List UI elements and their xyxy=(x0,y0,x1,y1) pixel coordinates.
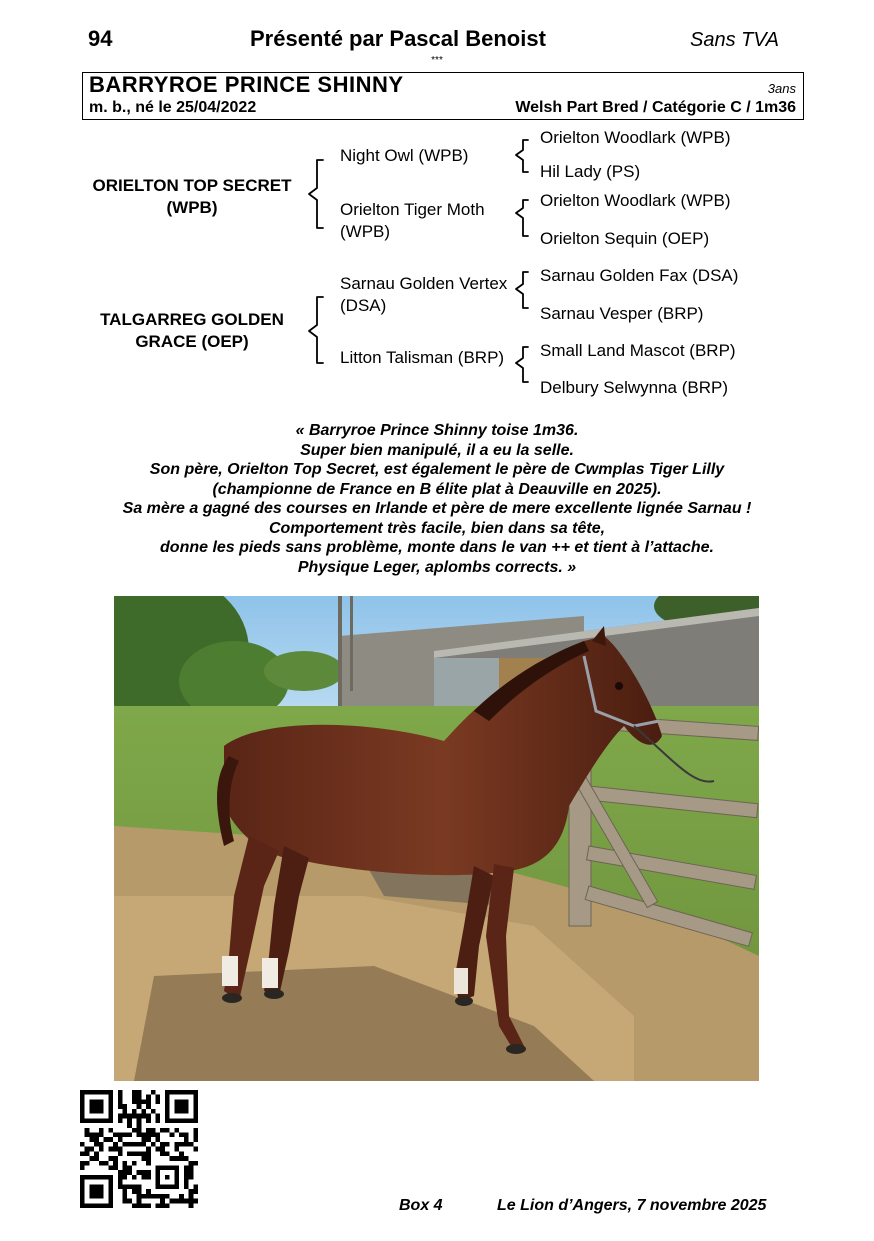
sire-dam-bracket xyxy=(516,200,528,236)
lot-number: 94 xyxy=(88,26,113,51)
horse-age: 3ans xyxy=(767,81,796,96)
description-line: Sa mère a gagné des courses en Irlande et père de mere excellente lignée Sarnau ! xyxy=(122,500,752,517)
pedigree-dam-sire-sire: Sarnau Golden Fax (DSA) xyxy=(540,266,739,285)
description-line: Physique Leger, aplombs corrects. » xyxy=(297,558,577,576)
horse-breed: Welsh Part Bred / Catégorie C / 1m36 xyxy=(515,99,796,116)
tax-status: Sans TVA xyxy=(690,29,779,51)
description-line: Comportement très facile, bien dans sa tête, xyxy=(268,519,606,537)
description-line: donne les pieds sans problème, monte dans le van ++ et tient à l’attache. xyxy=(160,539,714,556)
place-date: Le Lion d’Angers, 7 novembre 2025 xyxy=(497,1197,767,1214)
pedigree-dam: TALGARREG GOLDEN GRACE (OEP) xyxy=(100,310,284,351)
pedigree-sire-sire-sire: Orielton Woodlark (WPB) xyxy=(540,128,731,147)
horse-birth: m. b., né le 25/04/2022 xyxy=(89,99,257,116)
pedigree-dam-dam-dam: Delbury Selwynna (BRP) xyxy=(540,378,729,397)
pedigree-dam-dam: Litton Talisman (BRP) xyxy=(340,348,505,367)
pedigree-sire-sire: Night Owl (WPB) xyxy=(340,146,469,165)
description-line: (championne de France en B élite plat à Deauville en 2025). xyxy=(212,480,662,498)
dam-sire-bracket xyxy=(516,272,528,308)
description xyxy=(60,421,814,577)
description-line: « Barryroe Prince Shinny toise 1m36. xyxy=(295,422,579,439)
pedigree-sire-dam: Orielton Tiger Moth (WPB) xyxy=(340,200,485,241)
pedigree-sire: ORIELTON TOP SECRET (WPB) xyxy=(92,176,292,217)
dam-bracket xyxy=(309,297,323,363)
description-line: Super bien manipulé, il a eu la selle. xyxy=(300,441,574,459)
pedigree-sire-sire-dam: Hil Lady (PS) xyxy=(540,162,641,181)
separator: *** xyxy=(431,55,443,66)
pedigree-dam-sire-dam: Sarnau Vesper (BRP) xyxy=(540,304,704,323)
pedigree-sire-dam-sire: Orielton Woodlark (WPB) xyxy=(540,191,731,210)
presenter: Présenté par Pascal Benoist xyxy=(250,26,546,51)
pedigree-sire-dam-dam: Orielton Sequin (OEP) xyxy=(540,229,710,248)
horse-name: BARRYROE PRINCE SHINNY xyxy=(89,72,404,97)
pedigree-dam-sire: Sarnau Golden Vertex (DSA) xyxy=(340,274,508,315)
description-line: Son père, Orielton Top Secret, est également le père de Cwmplas Tiger Lilly xyxy=(149,461,725,478)
sire-bracket xyxy=(309,160,323,228)
dam-dam-bracket xyxy=(516,347,528,382)
qr-code[interactable] xyxy=(80,1090,198,1208)
pedigree-dam-dam-sire: Small Land Mascot (BRP) xyxy=(540,341,736,360)
box-number: Box 4 xyxy=(399,1197,443,1214)
horse-photo xyxy=(114,596,759,1081)
sire-sire-bracket xyxy=(516,140,528,172)
